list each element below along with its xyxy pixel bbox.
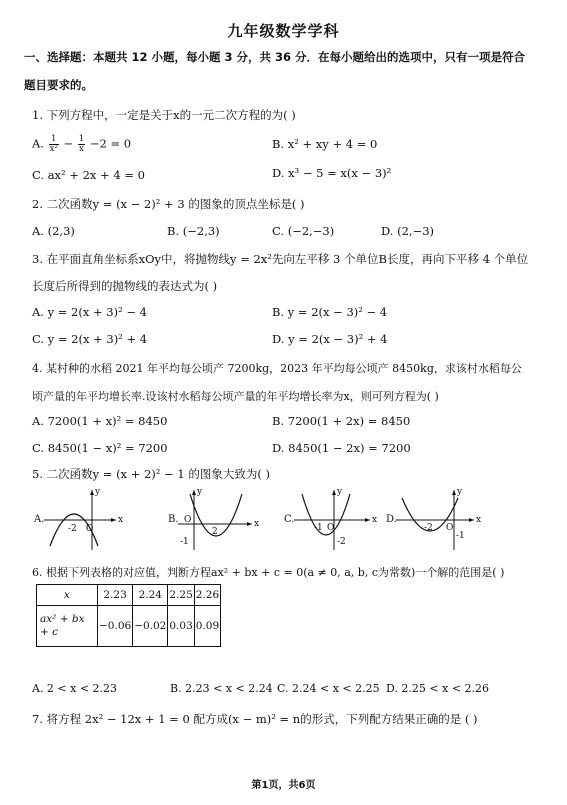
- graph-b-label: B.: [168, 514, 179, 525]
- question-4-option-c[interactable]: C. 8450(1 − x)² = 7200: [32, 441, 168, 455]
- question-4-option-d[interactable]: D. 8450(1 − 2x) = 7200: [272, 441, 411, 455]
- question-6-option-b[interactable]: B. 2.23 < x < 2.24: [170, 682, 273, 695]
- question-3-option-b[interactable]: B. y = 2(x − 3)² − 4: [272, 305, 388, 319]
- question-2-option-d[interactable]: D. (2,−3): [381, 224, 435, 238]
- table-cell: 2.24: [133, 585, 168, 606]
- page-title: 九年级数学学科: [227, 22, 340, 40]
- question-4-option-a[interactable]: A. 7200(1 + x)² = 8450: [32, 414, 168, 428]
- graph-c-y-tick: -2: [337, 537, 346, 547]
- graph-a-axis-y: y: [95, 487, 101, 497]
- graph-a-axis-x: x: [118, 515, 124, 525]
- question-3-option-d[interactable]: D. y = 2(x − 3)² + 4: [272, 332, 388, 346]
- graph-a-label: A.: [34, 514, 45, 525]
- graph-d-axis-x: x: [476, 515, 482, 525]
- question-4-stem: 4. 某村种的水稻 2021 年平均每公顷产 7200kg，2023 年平均每公顷产 8450kg，求该村水稻每公: [32, 362, 522, 375]
- graph-d-axis-y: y: [457, 487, 463, 497]
- question-1-option-d[interactable]: D. x³ − 5 = x(x − 3)²: [272, 166, 392, 180]
- fraction-1-over-x2: $\frac{1}{\text{x²}}$: [49, 134, 58, 154]
- question-3-stem: 3. 在平面直角坐标系xOy中，将抛物线y = 2x²先向左平移 3 个单位B长度，再向下平移 4 个单位: [32, 252, 529, 266]
- table-cell: 0.09: [194, 606, 220, 647]
- question-5-graphs: [30, 486, 550, 554]
- graph-b-y-tick: -1: [180, 537, 189, 547]
- question-6-table: [36, 584, 221, 647]
- question-4-stem-cont: 顷产量的年平均增长率.设该村水稻每公顷产量的年平均增长率为x，则可列方程为( ): [32, 390, 439, 403]
- question-3-option-c[interactable]: C. y = 2(x + 3)² + 4: [32, 332, 148, 346]
- fraction-1-over-x: $\frac{1}{x}$: [78, 134, 85, 154]
- table-cell: 0.03: [168, 606, 194, 647]
- graph-c-tick-2: O: [327, 523, 335, 533]
- table-cell: −0.06: [98, 606, 133, 647]
- table-head-x: x: [37, 585, 98, 606]
- question-6-option-d[interactable]: D. 2.25 < x < 2.26: [386, 682, 490, 695]
- question-6-option-c[interactable]: C. 2.24 < x < 2.25: [277, 682, 380, 695]
- question-5-stem: 5. 二次函数y = (x + 2)² − 1 的图象大致为( ): [32, 467, 270, 481]
- question-2-stem: 2. 二次函数y = (x − 2)² + 3 的图象的顶点坐标是( ): [32, 197, 305, 211]
- question-2-option-c[interactable]: C. (−2,−3): [272, 224, 335, 238]
- question-3-option-a[interactable]: A. y = 2(x + 3)² − 4: [32, 305, 147, 319]
- graph-d-label: D.: [386, 514, 397, 525]
- question-1-option-b[interactable]: B. x² + xy + 4 = 0: [272, 137, 378, 151]
- question-4-option-b[interactable]: B. 7200(1 + 2x) = 8450: [272, 414, 411, 428]
- question-1-option-a[interactable]: A. $\frac{1}{\text{x²}}$ − $\frac{1}{x}$ −2 = 0: [32, 134, 132, 154]
- graph-c-axis-x: x: [372, 515, 378, 525]
- section-heading-cont: 题目要求的。: [24, 78, 93, 92]
- table-head-expression: ax² + bx + c: [37, 606, 98, 647]
- page-footer: 第1页，共6页: [251, 780, 316, 791]
- graph-d-y-tick: -1: [456, 531, 465, 541]
- graph-d-tick-1: -2: [424, 523, 433, 533]
- graph-c-tick-1: -1: [314, 523, 323, 533]
- graph-option-a[interactable]: [33, 487, 123, 550]
- graph-option-b[interactable]: [168, 487, 259, 550]
- graph-option-c[interactable]: [284, 487, 377, 550]
- graph-c-label: C.: [284, 514, 295, 525]
- question-7-stem: 7. 将方程 2x² − 12x + 1 = 0 配方成(x − m)² = n的形式，下列配方结果正确的是 ( ): [32, 712, 478, 726]
- table-cell: 2.23: [98, 585, 133, 606]
- question-6-option-a[interactable]: A. 2 < x < 2.23: [32, 682, 118, 695]
- graph-b-axis-x: x: [254, 519, 260, 529]
- table-cell: 2.25: [168, 585, 194, 606]
- section-heading: 一、选择题：本题共 12 小题，每小题 3 分，共 36 分．在每小题给出的选项中，只有一项是符合: [24, 50, 526, 64]
- question-3-stem-cont: 长度后所得到的抛物线的表达式为( ): [32, 279, 218, 293]
- graph-option-d[interactable]: [386, 487, 481, 550]
- graph-b-tick-1: O: [184, 515, 192, 525]
- question-2-option-b[interactable]: B. (−2,3): [167, 224, 220, 238]
- question-1-option-c[interactable]: C. ax² + 2x + 4 = 0: [32, 168, 145, 182]
- table-cell: 2.26: [194, 585, 220, 606]
- table-row: [37, 585, 221, 606]
- graph-a-tick-1: -2: [68, 524, 77, 534]
- graph-a-tick-2: O: [86, 524, 94, 534]
- table-cell: −0.02: [133, 606, 168, 647]
- question-2-option-a[interactable]: A. (2,3): [32, 224, 75, 238]
- graph-b-axis-y: y: [197, 487, 203, 497]
- table-row: [37, 606, 221, 647]
- graph-c-axis-y: y: [337, 487, 343, 497]
- graph-d-tick-2: O: [446, 523, 454, 533]
- question-1-stem: 1. 下列方程中，一定是关于x的一元二次方程的为( ): [32, 108, 296, 122]
- graph-b-tick-2: 2: [212, 527, 218, 537]
- question-6-stem: 6. 根据下列表格的对应值，判断方程ax² + bx + c = 0(a ≠ 0, a, b, c为常数)一个解的范围是( ): [32, 566, 505, 579]
